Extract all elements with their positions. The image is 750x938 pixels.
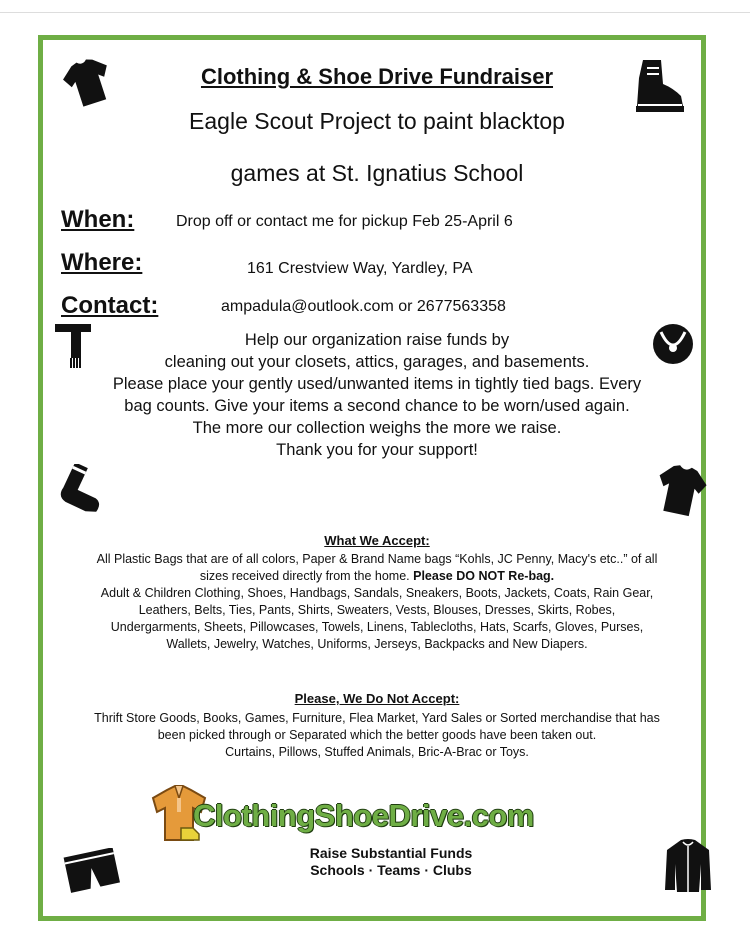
top-divider (0, 12, 750, 13)
accept-line: Adult & Children Clothing, Shoes, Handbags, Sandals, Sneakers, Boots, Jackets, Coats, Rain Gear, (100, 586, 654, 600)
reject-list (53, 710, 701, 761)
tshirt-icon (63, 56, 113, 108)
boot-icon (633, 58, 685, 114)
flyer (38, 35, 706, 921)
sock-icon (55, 464, 111, 512)
accept-line (53, 568, 701, 585)
logo-tagline-1: Raise Substantial Funds (309, 845, 473, 861)
shirt-icon (655, 462, 707, 518)
message-line: Please place your gently used/unwanted items in tightly tied bags. Every (112, 375, 642, 393)
message-paragraph (43, 329, 711, 461)
contact-value: ampadula@outlook.com or 2677563358 (221, 298, 506, 315)
necklace-icon (649, 318, 697, 366)
shorts-icon (63, 848, 121, 894)
where-value: 161 Crestview Way, Yardley, PA (247, 260, 473, 277)
message-line: cleaning out your closets, attics, garages, and basements. (164, 353, 590, 371)
accept-line: Undergarments, Sheets, Pillowcases, Towels, Linens, Tablecloths, Hats, Scarfs, Gloves, Purses, (110, 620, 644, 634)
subtitle-line-1: Eagle Scout Project to paint blacktop (189, 108, 565, 134)
accept-line: Wallets, Jewelry, Watches, Uniforms, Jerseys, Backpacks and New Diapers. (166, 637, 588, 651)
flyer-title: Clothing & Shoe Drive Fundraiser (200, 64, 554, 89)
message-line: Thank you for your support! (276, 441, 478, 459)
accept-line: Leathers, Belts, Ties, Pants, Shirts, Sweaters, Vests, Blouses, Dresses, Skirts, Robes, (138, 603, 616, 617)
logo-tagline-2: Schools · Teams · Clubs (310, 862, 472, 878)
when-value: Drop off or contact me for pickup Feb 25-April 6 (176, 213, 513, 230)
reject-line: been picked through or Separated which the better goods have been taken out. (157, 728, 597, 742)
accept-line-text: sizes received directly from the home. (199, 569, 414, 583)
accept-heading: What We Accept: (324, 533, 430, 548)
message-line: Help our organization raise funds by (244, 331, 510, 349)
when-label: When: (61, 206, 135, 233)
logo-wordmark: ClothingShoeDrive.com (193, 798, 534, 833)
where-label: Where: (61, 249, 143, 276)
scarf-icon (51, 322, 95, 370)
jacket-icon (663, 838, 713, 894)
contact-label: Contact: (61, 292, 159, 319)
reject-line: Thrift Store Goods, Books, Games, Furniture, Flea Market, Yard Sales or Sorted merchandise that has (94, 711, 660, 725)
reject-line: Curtains, Pillows, Stuffed Animals, Bric-A-Brac or Toys. (225, 745, 529, 759)
accept-line: All Plastic Bags that are of all colors, Paper & Brand Name bags “Kohls, JC Penny, Macy's etc..” of all (96, 552, 658, 566)
message-line: bag counts. Give your items a second chance to be worn/used again. (124, 397, 630, 415)
accept-list (53, 551, 701, 653)
reject-heading: Please, We Do Not Accept: (294, 691, 460, 706)
message-line: The more our collection weighs the more we raise. (192, 419, 562, 437)
subtitle-line-2: games at St. Ignatius School (230, 160, 524, 186)
do-not-rebag-note: Please DO NOT Re-bag. (413, 569, 555, 583)
